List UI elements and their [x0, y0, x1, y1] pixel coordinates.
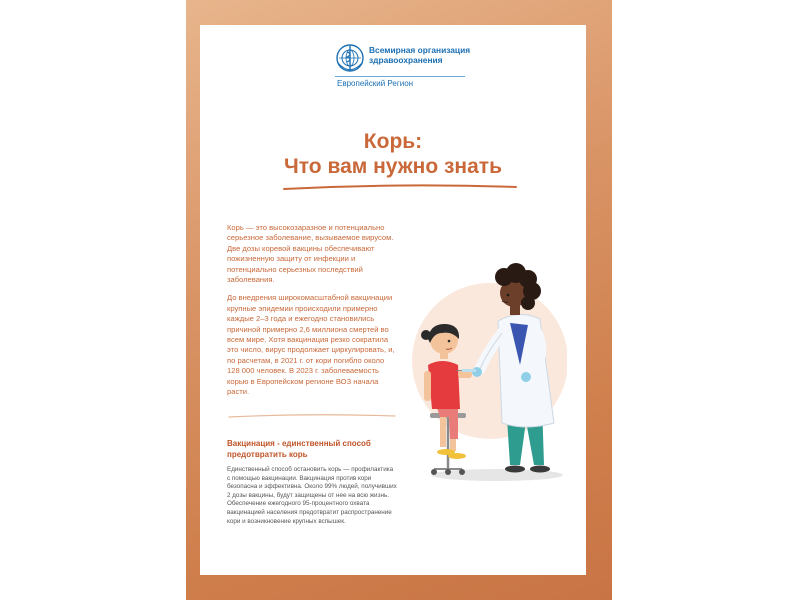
intro-paragraph-2: До внедрения широкомасштабной вакцинации крупные эпидемии происходили примерно каждые 2–3 года и ежегодно становились причиной примерно 2,6 миллиона смертей во всем мире. Хотя вакцинация резко сократила это число, вирус продолжает циркулировать, и, по расчетам, в 2021 г. от кори погибло около 128 000 человек. В 2023 г. заболеваемость корью в Европейском регионе ВОЗ начала расти. [227, 293, 395, 397]
org-name-line2: здравоохранения [369, 55, 443, 65]
who-emblem-icon [335, 43, 365, 73]
region-label: Европейский Регион [337, 79, 414, 88]
title-line1: Корь: [363, 130, 423, 153]
page-title [200, 129, 586, 179]
org-name-line1: Всемирная организация [369, 45, 471, 55]
title-underline [280, 181, 520, 193]
intro-paragraph-1: Корь — это высокозаразное и потенциально серьезное заболевание, вызываемое вирусом. Две дозы коревой вакцины обеспечивают пожизненную защиту от инфекции и потенциально серьезных последствий заболевания. [227, 223, 394, 285]
intro-text [227, 223, 397, 406]
logo-rule [335, 76, 465, 77]
vaccination-heading: Вакцинация - единственный способ предотвратить корь [227, 439, 371, 459]
title-line2: Что вам нужно знать [284, 155, 502, 178]
vaccination-body: Единственный способ остановить корь — профилактика с помощью вакцинации. Вакцинация против кори безопасна и эффективна. Около 99% людей, получивших 2 дозы вакцины, будут защищены от нее на всю жизнь. Обеспечение ежегодного 95-процентного охвата вакцинацией населения предотвратит распространение кори и возникновение крупных вспышек. [227, 466, 397, 525]
who-logo [335, 43, 495, 88]
vaccination-illustration [402, 253, 567, 485]
section-divider [227, 412, 397, 420]
org-name [369, 45, 499, 65]
document-page [200, 25, 586, 575]
